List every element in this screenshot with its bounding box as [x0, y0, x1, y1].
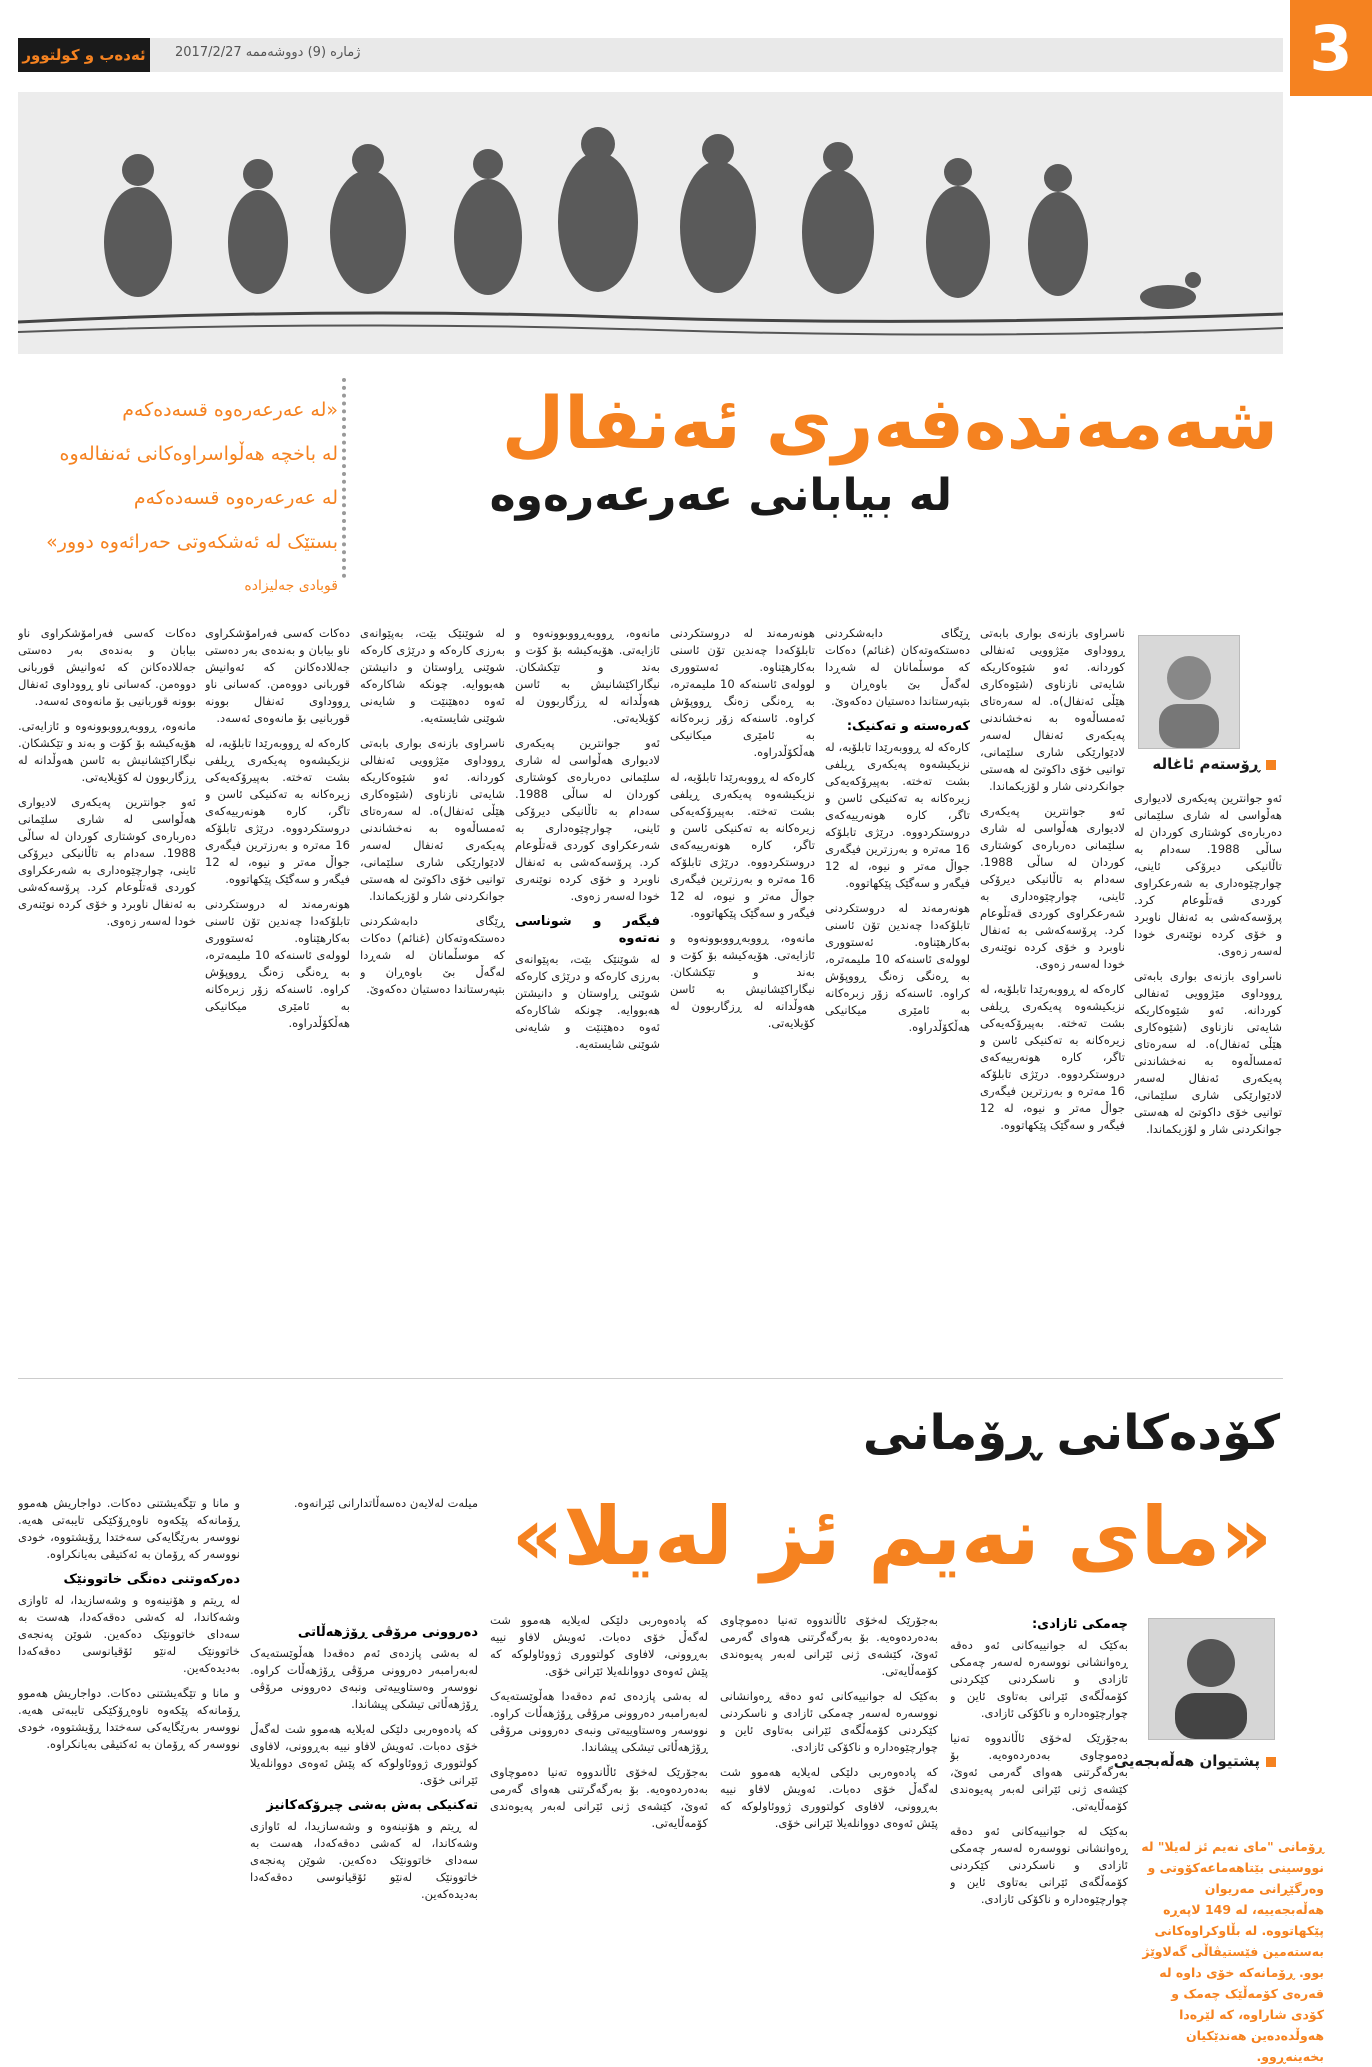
paragraph: هونەرمەند لە دروستکردنی تابلۆکەدا چەندین تۆن ئاسنی بەکارهێناوە. ئەستووری لوولەی ئاسنەکە 10 ملیمەترە، بە ڕەنگی زەنگ ڕووپۆش کراوە. ئاسنەکە زۆر زبرەکانە بە ئامێری میکانیکی هەڵکۆڵدراوە.	[205, 897, 350, 1030]
paragraph: و مانا و تێگەیشتنی دەکات. دواجاریش هەموو ڕۆمانەکە پێکەوە ناوەڕۆکێکی تایبەتی هەیە. نووسەر بەرێگایەکی سەختدا ڕۆیشتووە، خودی نووسەر کە ڕۆمان بە ئەکتیڤی بەیانکراوە.	[18, 1686, 240, 1751]
paragraph: مانەوە، ڕووبەڕووبوونەوە و ئازایەتی. هۆیەکیشە بۆ کۆت و بەند و تێکشکان. نیگاراکێشانیش بە ئاسن هەوڵدانە لە ڕزگاربوون لە کۆیلایەتی.	[18, 719, 196, 784]
paragraph: ڕێگای دابەشکردنی دەستکەوتەکان (غنائم) دەکات کە موسڵمانان لە شەڕدا لەگەڵ بێ باوەڕان و بتپەرستاندا دەستیان دەکەوێ.	[360, 914, 505, 996]
paragraph: کە پادەوەربی دلێکی لەیلایە هەموو شت لەگەڵ خۆی دەبات. ئەویش لافاو نییە بەڕوونی، لافاوی کولتووری ژووئاولوکە کە پێش ئەوەی دووانلەیلا ئێرانی خۆی.	[250, 1722, 478, 1787]
author2-byline	[1114, 1752, 1276, 1770]
article-title: شەمەندەفەری ئەنفال	[501, 381, 1278, 465]
paragraph: بەجۆرێک لەخۆی ئاڵاندووە تەنیا دەموچاوی بەدەردەوەیە. بۆ بەرگەگرتنی هەوای گەرمی ئەوێ، کێشەی ژنی ئێرانی لەبەر پەیوەندی کۆمەڵایەتی.	[490, 1765, 708, 1830]
paragraph: میلەت لەلایەن دەسەڵاتدارانی ئێرانەوە.	[293, 1496, 478, 1510]
section-heading: تەکنیکی بەش بەشی چیرۆکەکانیز	[266, 1798, 478, 1813]
paragraph: و مانا و تێگەیشتنی دەکات. دواجاریش هەموو ڕۆمانەکە پێکەوە ناوەڕۆکێکی تایبەتی هەیە. نووسەر بەرێگایەکی سەختدا ڕۆیشتووە، خودی نووسەر کە ڕۆمان بە ئەکتیڤی بەیانکراوە.	[18, 1496, 240, 1561]
anfal-sculpture-photo	[18, 92, 1283, 354]
section-divider	[18, 1378, 1283, 1379]
quote-line: «لە عەرعەرەوە قسەدەکەم	[122, 399, 338, 421]
author2-photo	[1148, 1618, 1275, 1740]
article2-column	[18, 1495, 240, 2025]
author-name: ڕۆستەم ئاغالە	[1152, 755, 1260, 773]
paragraph: دەکات کەسی فەرامۆشکراوی ناو بیابان و بەندەی بەر دەستی جەللادەکانن کە ئەوانیش قوربانی دووەمن. کەسانی ناو ڕووداوی ئەنفال بوونە قوربانیی بۆ مانەوەی ئەسەد.	[205, 626, 350, 725]
paragraph: ئەو جوانترین پەیکەری لادیواری هەڵواسی لە شاری سلێمانی دەربارەی کوشتاری کوردان لە ساڵی 1988. سەدام بە تاڵانیکی دیرۆکی ئاینی، چوارچێوەداری بە شەرعکراوی کوردی قەتڵوعام کرد. پرۆسەکەشی بە ئەنفال ناوبرد و خۆی کردە نوێنەری خودا لەسەر زەوی.	[515, 736, 660, 903]
paragraph: هونەرمەند لە دروستکردنی تابلۆکەدا چەندین تۆن ئاسنی بەکارهێناوە. ئەستووری لوولەی ئاسنەکە 10 ملیمەترە، بە ڕەنگی زەنگ ڕووپۆش کراوە. ئاسنەکە زۆر زبرەکانە بە ئامێری میکانیکی هەڵکۆڵدراوە.	[825, 901, 970, 1034]
paragraph: لە بەشی پازدەی ئەم دەقەدا هەڵوێستەیەک لەبەرامبەر دەروونی مرۆڤی ڕۆژهەڵات کراوە. نووسەر وەستاوییەتی ونبەی دەروونی مرۆڤی ڕۆژهەڵاتی تیشکی پیشاندا.	[490, 1689, 708, 1754]
divider	[342, 378, 346, 578]
paragraph: بەجۆرێک لەخۆی ئاڵاندووە تەنیا دەموچاوی بەدەردەوەیە. بۆ بەرگەگرتنی هەوای گەرمی ئەوێ، کێشەی ژنی ئێرانی لەبەر پەیوەندی کۆمەڵایەتی.	[950, 1731, 1128, 1813]
article-column	[205, 625, 350, 1350]
bullet-icon	[1266, 1757, 1276, 1767]
paragraph: لە شوێنێک بێت، بەپێوانەی بەرزی کارەکە و درێژی کارەکە شوێنی ڕاوستان و دانیشتن هەبووایە. چونکە شاکارەکە ئەوە دەهێنێت و شایەنی شوێنی شایستەیە.	[515, 952, 660, 1051]
paragraph: مانەوە، ڕووبەڕووبوونەوە و ئازایەتی. هۆیەکیشە بۆ کۆت و بەند و تێکشکان. نیگاراکێشانیش بە ئاسن هەوڵدانە لە ڕزگاربوون لە کۆیلایەتی.	[515, 626, 660, 725]
paragraph: ڕێگای دابەشکردنی دەستکەوتەکان (غنائم) دەکات کە موسڵمانان لە شەڕدا لەگەڵ بێ باوەڕان و بتپەرستاندا دەستیان دەکەوێ.	[825, 626, 970, 708]
paragraph: ناسراوی بازنەی بواری بابەتی ڕووداوی مێژوویی ئەنفالی کوردانە. ئەو شێوەکاریکە شایەتی نازناوی (شێوەکاری هێڵی ئەنفال)ە. لە سەرەتای ئەمساڵەوە بە نەخشاندنی پەیکەری ئەنفال لەسەر لادێوارێکی شاری سلێمانی، توانیی خۆی داکوتێ لە هەستی جوانکردنی شار و لۆزیکماندا.	[1134, 969, 1282, 1136]
paragraph: لە شوێنێک بێت، بەپێوانەی بەرزی کارەکە و درێژی کارەکە شوێنی ڕاوستان و دانیشتن هەبووایە. چونکە شاکارەکە ئەوە دەهێنێت و شایەنی شوێنی شایستەیە.	[360, 626, 505, 725]
section-heading: دەرکەوتنی دەنگی خاتوونێک	[63, 1572, 240, 1587]
quote-attribution: قوبادی جەلیزادە	[244, 578, 338, 594]
article2-column	[490, 1612, 708, 2022]
paragraph: ئەو جوانترین پەیکەری لادیواری هەڵواسی لە شاری سلێمانی دەربارەی کوشتاری کوردان لە ساڵی 1988. سەدام بە تاڵانیکی دیرۆکی ئاینی، چوارچێوەداری بە شەرعکراوی کوردی قەتڵوعام کرد. پرۆسەکەشی بە ئەنفال ناوبرد و خۆی کردە نوێنەری خودا لەسەر زەوی.	[1134, 791, 1282, 958]
article2-title: «مای نەیم ئز لەیلا»	[511, 1490, 1272, 1583]
paragraph: لە ڕیتم و هۆنینەوە و وشەسازیدا، لە ئاوازی وشەکاندا، لە کەشی دەقەکەدا، هەست بە سەدای خاتوونێک دەکەین. شوێن پەنجەی خاتوونێک لەنێو ئۆقیانوسی دەقەکەدا بەدیدەکەین.	[250, 1819, 478, 1901]
paragraph: کە پادەوەربی دلێکی لەیلایە هەموو شت لەگەڵ خۆی دەبات. ئەویش لافاو نییە بەڕوونی، لافاوی کولتووری ژووئاولوکە کە پێش ئەوەی دووانلەیلا ئێرانی خۆی.	[490, 1613, 708, 1678]
article-column	[670, 625, 815, 1350]
paragraph: لە بەشی پازدەی ئەم دەقەدا هەڵوێستەیەک لەبەرامبەر دەروونی مرۆڤی ڕۆژهەڵات کراوە. نووسەر وەستاوییەتی ونبەی دەروونی مرۆڤی ڕۆژهەڵاتی تیشکی پیشاندا.	[250, 1646, 478, 1711]
paragraph: لە ڕیتم و هۆنینەوە و وشەسازیدا، لە ئاوازی وشەکاندا، لە کەشی دەقەکەدا، هەست بە سەدای خاتوونێک دەکەین. شوێن پەنجەی خاتوونێک لەنێو ئۆقیانوسی دەقەکەدا بەدیدەکەین.	[18, 1593, 240, 1675]
article2-kicker: کۆدەکانی ڕۆمانی	[862, 1405, 1280, 1461]
pull-quote	[18, 388, 338, 608]
paragraph: ئەو جوانترین پەیکەری لادیواری هەڵواسی لە شاری سلێمانی دەربارەی کوشتاری کوردان لە ساڵی 1988. سەدام بە تاڵانیکی دیرۆکی ئاینی، چوارچێوەداری بە شەرعکراوی کوردی قەتڵوعام کرد. پرۆسەکەشی بە ئەنفال ناوبرد و خۆی کردە نوێنەری خودا لەسەر زەوی.	[18, 795, 196, 928]
quote-line: لە عەرعەرەوە قسەدەکەم	[133, 487, 338, 509]
paragraph: ناسراوی بازنەی بواری بابەتی ڕووداوی مێژوویی ئەنفالی کوردانە. ئەو شێوەکاریکە شایەتی نازناوی (شێوەکاری هێڵی ئەنفال)ە. لە سەرەتای ئەمساڵەوە بە نەخشاندنی پەیکەری ئەنفال لەسەر لادێوارێکی شاری سلێمانی، توانیی خۆی داکوتێ لە هەستی جوانکردنی شار و لۆزیکماندا.	[360, 736, 505, 903]
issue-date: ژمارە (9) دووشەممە 2017/2/27	[175, 45, 361, 60]
paragraph: بەکێک لە جوانییەکانی ئەو دەقە ڕەوانشانی نووسەرە لەسەر چەمکی ئازادی و ناسکردنی کێکردنی کۆمەڵگەی ئێرانی بەتاوی ئاین و چوارچێوەدارە و ناکۆکی ئازادی.	[950, 1824, 1128, 1906]
paragraph: کارەکە لە ڕووبەرێدا تابلۆیە، لە نزیکیشەوە پەیکەری ڕیلفی بشت تەختە. بەپیرۆکەیەکی زیرەکانە بە تەکنیکی ئاسن و تاگر، کارە هونەرییەکەی دروستکردووە. درێژی تابلۆکە 16 مەترە و بەرزترین فیگەری جواڵ مەتر و نیوە، لە 12 فیگەر و سەگێک پێکهاتووە.	[825, 740, 970, 890]
article-column	[980, 625, 1125, 1350]
paragraph: مانەوە، ڕووبەڕووبوونەوە و ئازایەتی. هۆیەکیشە بۆ کۆت و بەند و تێکشکان. نیگاراکێشانیش بە ئاسن هەوڵدانە لە ڕزگاربوون لە کۆیلایەتی.	[670, 931, 815, 1030]
paragraph: بەکێک لە جوانییەکانی ئەو دەقە ڕەوانشانی نووسەرە لەسەر چەمکی ئازادی و ناسکردنی کێکردنی کۆمەڵگەی ئێرانی بەتاوی ئاین و چوارچێوەدارە و ناکۆکی ئازادی.	[950, 1638, 1128, 1720]
paragraph: بەکێک لە جوانییەکانی ئەو دەقە ڕەوانشانی نووسەرە لەسەر چەمکی ئازادی و ناسکردنی کێکردنی کۆمەڵگەی ئێرانی بەتاوی ئاین و چوارچێوەدارە و ناکۆکی ئازادی.	[720, 1689, 938, 1754]
article2-column	[250, 1495, 478, 2025]
author2-name: پشتیوان هەڵەبجەیی	[1113, 1752, 1260, 1770]
paragraph: دەکات کەسی فەرامۆشکراوی ناو بیابان و بەندەی بەر دەستی جەللادەکانن کە ئەوانیش قوربانی دووەمن. کەسانی ناو ڕووداوی ئەنفال بوونە قوربانیی بۆ مانەوەی ئەسەد.	[18, 626, 196, 708]
paragraph: بەجۆرێک لەخۆی ئاڵاندووە تەنیا دەموچاوی بەدەردەوەیە. بۆ بەرگەگرتنی هەوای گەرمی ئەوێ، کێشەی ژنی ئێرانی لەبەر پەیوەندی کۆمەڵایەتی.	[720, 1613, 938, 1678]
article-column	[825, 625, 970, 1350]
article2-intro: ڕۆمانی "مای نەیم ئز لەیلا" لە نووسینی بێتاهەماعەکۆوتی و وەرگێڕانی مەریوان هەڵەبجەییە، لە 149 لاپەڕە پێکهاتووە. لە بڵاوکراوەکانی بەستەمین فێستیڤاڵی گەلاوێژ بوو. ڕۆمانەکە خۆی داوە لە قەرەی کۆمەڵێک چەمک و کۆدی شاراوە، کە لێرەدا هەوڵدەدەین هەندێکیان بخەینەڕوو.	[1141, 1839, 1324, 2064]
quote-line: بستێک لە ئەشکەوتی حەرائەوە دوور»	[46, 531, 338, 553]
article2-column	[950, 1612, 1128, 2022]
author-byline	[1152, 755, 1276, 773]
article-column	[360, 625, 505, 1350]
section-heading: کەرەستە و تەکنیک:	[846, 719, 970, 734]
paragraph: کارەکە لە ڕووبەرێدا تابلۆیە، لە نزیکیشەوە پەیکەری ڕیلفی بشت تەختە. بەپیرۆکەیەکی زیرەکانە بە تەکنیکی ئاسن و تاگر، کارە هونەرییەکەی دروستکردووە. درێژی تابلۆکە 16 مەترە و بەرزترین فیگەری جواڵ مەتر و نیوە، لە 12 فیگەر و سەگێک پێکهاتووە.	[980, 982, 1125, 1132]
section-heading: چەمکی ئازادی:	[1031, 1617, 1128, 1632]
paragraph: کارەکە لە ڕووبەرێدا تابلۆیە، لە نزیکیشەوە پەیکەری ڕیلفی بشت تەختە. بەپیرۆکەیەکی زیرەکانە بە تەکنیکی ئاسن و تاگر، کارە هونەرییەکەی دروستکردووە. درێژی تابلۆکە 16 مەترە و بەرزترین فیگەری جواڵ مەتر و نیوە، لە 12 فیگەر و سەگێک پێکهاتووە.	[205, 736, 350, 886]
quote-line: لە باخچە هەڵواسراوەکانی ئەنفالەوە	[59, 443, 338, 465]
paragraph: ئەو جوانترین پەیکەری لادیواری هەڵواسی لە شاری سلێمانی دەربارەی کوشتاری کوردان لە ساڵی 1988. سەدام بە تاڵانیکی دیرۆکی ئاینی، چوارچێوەداری بە شەرعکراوی کوردی قەتڵوعام کرد. پرۆسەکەشی بە ئەنفال ناوبرد و خۆی کردە نوێنەری خودا لەسەر زەوی.	[980, 804, 1125, 971]
author-photo	[1138, 635, 1240, 749]
section-logo: ئەدەب و کولتوور	[18, 38, 150, 72]
paragraph: کارەکە لە ڕووبەرێدا تابلۆیە، لە نزیکیشەوە پەیکەری ڕیلفی بشت تەختە. بەپیرۆکەیەکی زیرەکانە بە تەکنیکی ئاسن و تاگر، کارە هونەرییەکەی دروستکردووە. درێژی تابلۆکە 16 مەترە و بەرزترین فیگەری جواڵ مەتر و نیوە، لە 12 فیگەر و سەگێک پێکهاتووە.	[670, 770, 815, 920]
article-column	[515, 625, 660, 1350]
article2-column	[720, 1612, 938, 2022]
page-number: 3	[1290, 0, 1372, 96]
article-column	[1134, 790, 1282, 1350]
article-column	[18, 625, 196, 1350]
section-heading: فیگەر و شوناسی نەتەوە	[515, 914, 660, 946]
paragraph: ناسراوی بازنەی بواری بابەتی ڕووداوی مێژوویی ئەنفالی کوردانە. ئەو شێوەکاریکە شایەتی نازناوی (شێوەکاری هێڵی ئەنفال)ە. لە سەرەتای ئەمساڵەوە بە نەخشاندنی پەیکەری ئەنفال لەسەر لادێوارێکی شاری سلێمانی، توانیی خۆی داکوتێ لە هەستی جوانکردنی شار و لۆزیکماندا.	[980, 626, 1125, 793]
section-heading: دەروونی مرۆڤی ڕۆژهەڵاتی	[297, 1625, 478, 1640]
paragraph: کە پادەوەربی دلێکی لەیلایە هەموو شت لەگەڵ خۆی دەبات. ئەویش لافاو نییە بەڕوونی، لافاوی کولتووری ژووئاولوکە کە پێش ئەوەی دووانلەیلا ئێرانی خۆی.	[720, 1765, 938, 1830]
bullet-icon	[1266, 760, 1276, 770]
article-subtitle: لە بیابانی عەرعەرەوە	[489, 470, 952, 521]
paragraph: هونەرمەند لە دروستکردنی تابلۆکەدا چەندین تۆن ئاسنی بەکارهێناوە. ئەستووری لوولەی ئاسنەکە 10 ملیمەترە، بە ڕەنگی زەنگ ڕووپۆش کراوە. ئاسنەکە زۆر زبرەکانە بە ئامێری میکانیکی هەڵکۆڵدراوە.	[670, 626, 815, 759]
